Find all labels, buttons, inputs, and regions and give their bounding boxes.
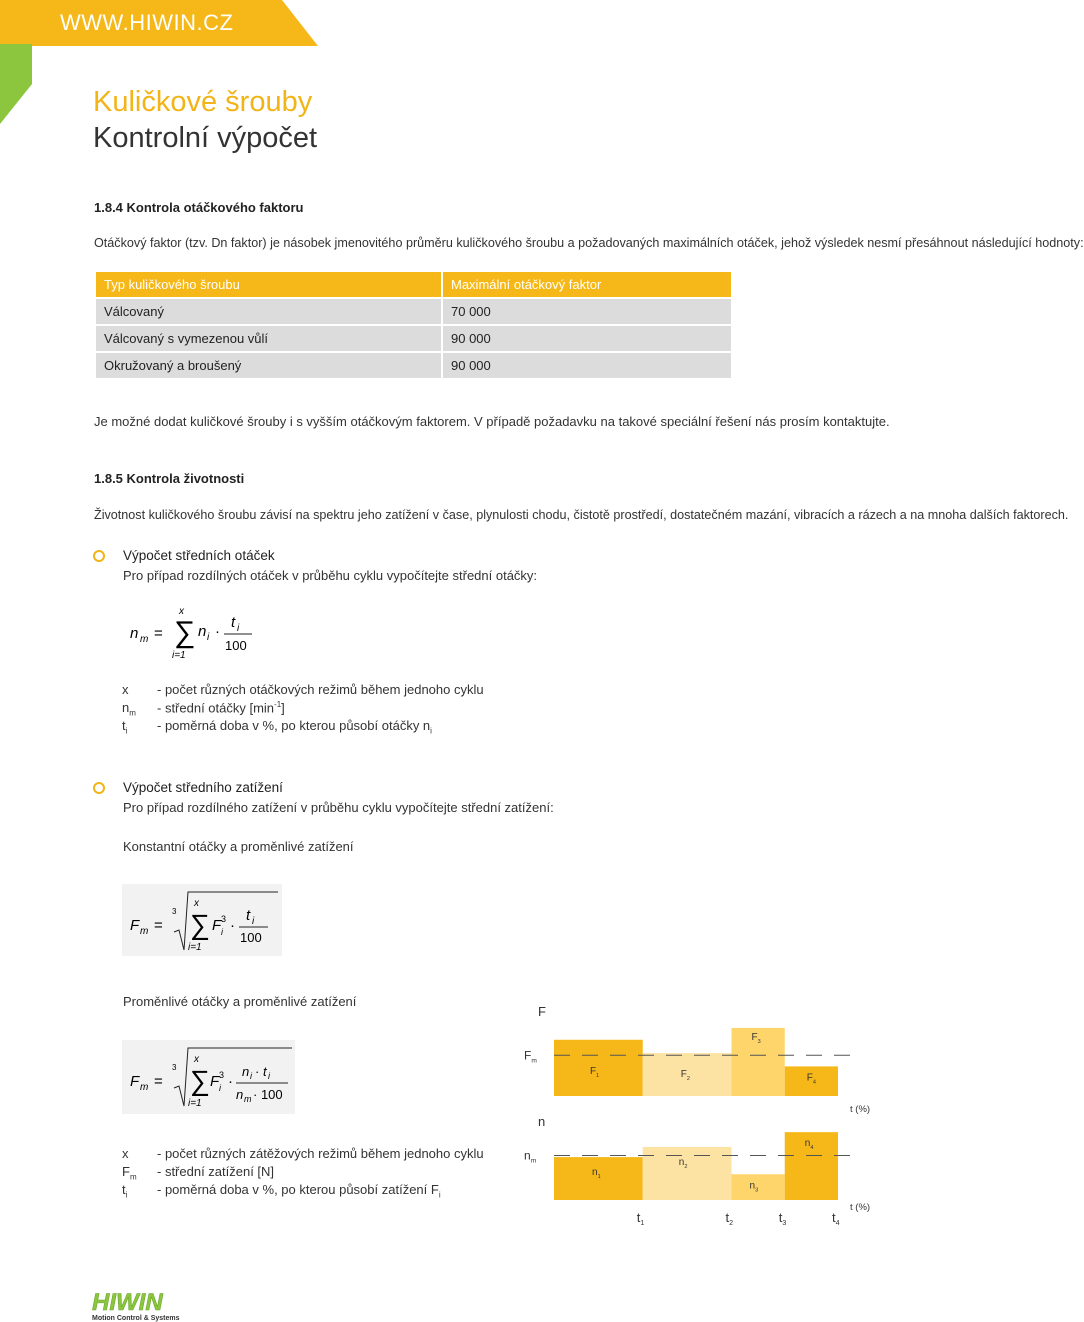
chart-y-label: n <box>538 1114 546 1129</box>
svg-text:i: i <box>237 623 240 634</box>
svg-text:F: F <box>210 1073 220 1090</box>
page-title: Kuličkové šrouby <box>93 86 313 118</box>
table-cell: 90 000 <box>443 326 731 351</box>
page-subtitle: Kontrolní výpočet <box>93 122 318 154</box>
svg-text:t: t <box>246 907 251 924</box>
section-185-heading: 1.8.5 Kontrola životnosti <box>94 471 245 486</box>
section-185-intro: Životnost kuličkového šroubu závisí na spektru jeho zatížení v čase, plynulosti chodu, čistotě prostředí, dostatečném mazání, vibracích a rázech a na mnoha dalších faktorech. <box>94 508 1069 522</box>
svg-text:n: n <box>236 1087 244 1102</box>
legend-text: - poměrná doba v %, po kterou působí zatížení $F_i$ <box>157 1182 441 1200</box>
section-184-intro: Otáčkový faktor (tzv. Dn faktor) je násobek jmenovitého průměru kuličkového šroubu a požadovaných maximálních otáček, jehož výsledek nesmí přesáhnout následující hodnoty: <box>94 236 1084 250</box>
svg-text:∑: ∑ <box>174 616 196 649</box>
svg-text:F: F <box>212 917 222 934</box>
chart-bar-label: $n_2$ <box>678 1156 688 1170</box>
load-title: Výpočet středního zatížení <box>123 780 283 795</box>
load-case2: Proměnlivé otáčky a proměnlivé zatížení <box>123 994 357 1009</box>
speed-factor-table <box>94 270 733 380</box>
legend-text: - střední zatížení [N] <box>157 1164 275 1179</box>
svg-text:100: 100 <box>240 930 262 945</box>
chart-bar-label: $F_2$ <box>680 1069 690 1083</box>
mean-load-formula-1 <box>122 884 282 956</box>
table-cell: Okružovaný a broušený <box>96 353 441 378</box>
speed-desc: Pro případ rozdílných otáček v průběhu cyklu vypočítejte střední otáčky: <box>123 568 538 583</box>
footer-brand: HIWIN <box>92 1289 163 1316</box>
svg-text:=: = <box>154 625 163 642</box>
table-header-cell: Typ kuličkového šroubu <box>96 272 441 297</box>
chart-bar-label: $F_1$ <box>590 1065 600 1079</box>
table-row <box>96 353 731 378</box>
table-header-cell: Maximální otáčkový faktor <box>443 272 731 297</box>
svg-text:n: n <box>198 623 207 640</box>
svg-text:i=1: i=1 <box>188 1098 202 1109</box>
footer-tagline: Motion Control & Systems <box>92 1315 180 1322</box>
hiwin-logo <box>92 1288 202 1322</box>
svg-text:i: i <box>219 1083 221 1093</box>
svg-text:n: n <box>130 625 139 642</box>
legend-sym-nm: $n_m$ <box>122 700 136 718</box>
svg-text:100: 100 <box>225 638 247 653</box>
svg-text:·: · <box>255 1064 260 1079</box>
speed-time-chart <box>510 1110 890 1227</box>
svg-text:m: m <box>140 926 149 937</box>
svg-text:i: i <box>207 632 210 643</box>
legend-text: - počet různých zátěžových režimů během jednoho cyklu <box>157 1146 484 1161</box>
table-cell: Válcovaný <box>96 299 441 324</box>
chart-mean-label: $n_m$ <box>524 1148 537 1165</box>
chart-t-label: $t_2$ <box>725 1210 734 1227</box>
svg-text:F: F <box>130 917 140 934</box>
svg-text:i: i <box>252 916 255 927</box>
chart-bar <box>785 1132 838 1200</box>
svg-text:i=1: i=1 <box>172 650 186 661</box>
chart-bar <box>554 1040 643 1096</box>
svg-text:i=1: i=1 <box>188 942 202 953</box>
section-184-note: Je možné dodat kuličkové šrouby i s vyšším otáčkovým faktorem. V případě požadavku na takové speciální řešení nás prosím kontaktujte. <box>94 414 890 429</box>
chart-t-label: $t_3$ <box>778 1210 787 1227</box>
chart-mean-label: $F_m$ <box>524 1048 537 1065</box>
svg-text:m: m <box>244 1094 252 1104</box>
table-cell: Válcovaný s vymezenou vůlí <box>96 326 441 351</box>
svg-text:F: F <box>130 1073 140 1090</box>
svg-text:3: 3 <box>221 914 227 924</box>
legend-sym-x: x <box>122 1146 129 1161</box>
bullet-icon <box>93 550 105 562</box>
svg-text:=: = <box>154 917 163 934</box>
svg-text:n: n <box>242 1064 250 1079</box>
table-row <box>96 299 731 324</box>
load-time-chart <box>510 1000 890 1118</box>
legend-sym-x: x <box>122 682 129 697</box>
load-case1: Konstantní otáčky a proměnlivé zatížení <box>123 839 354 854</box>
svg-text:m: m <box>140 1082 149 1093</box>
chart-bar <box>643 1147 732 1200</box>
chart-bar-label: $n_3$ <box>749 1180 759 1194</box>
load-desc: Pro případ rozdílného zatížení v průběhu cyklu vypočítejte střední zatížení: <box>123 800 554 815</box>
svg-text:3: 3 <box>172 907 177 916</box>
svg-text:i: i <box>268 1071 270 1081</box>
svg-text:i: i <box>221 927 223 937</box>
legend-sym-fm: $F_m$ <box>122 1164 137 1182</box>
svg-text:i: i <box>250 1071 252 1081</box>
header-site-link[interactable]: WWW.HIWIN.CZ <box>60 10 234 35</box>
svg-text:x: x <box>194 898 199 909</box>
legend-sym-ti: $t_i$ <box>122 718 128 736</box>
chart-t-label: $t_1$ <box>636 1210 645 1227</box>
bullet-icon <box>93 782 105 794</box>
svg-text:=: = <box>154 1073 163 1090</box>
chart-bar-label: $n_1$ <box>592 1167 601 1181</box>
svg-text:∑: ∑ <box>190 909 210 940</box>
svg-text:x: x <box>194 1054 199 1065</box>
chart-bar-label: $F_4$ <box>806 1072 816 1086</box>
svg-text:∑: ∑ <box>190 1065 210 1096</box>
legend-text: - počet různých otáčkových režimů během jednoho cyklu <box>157 682 484 697</box>
chart-bar <box>643 1053 732 1096</box>
svg-text:t: t <box>263 1064 267 1079</box>
section-184-heading: 1.8.4 Kontrola otáčkového faktoru <box>94 200 304 215</box>
svg-text:x: x <box>179 606 184 617</box>
chart-x-label: t (%) <box>850 1104 871 1115</box>
legend-text: - střední otáčky $[\min^{-1}]$ <box>157 700 285 716</box>
svg-text:3: 3 <box>219 1070 225 1080</box>
chart-y-label: F <box>538 1004 546 1019</box>
speed-title: Výpočet středních otáček <box>123 548 275 563</box>
legend-sym-ti: $t_i$ <box>122 1182 128 1200</box>
svg-text:·: · <box>230 917 235 934</box>
mean-load-formula-2 <box>122 1040 295 1114</box>
chart-bar-label: $F_3$ <box>751 1031 761 1045</box>
table-cell: 90 000 <box>443 353 731 378</box>
svg-text:t: t <box>231 614 236 631</box>
svg-text:·: · <box>215 623 220 640</box>
green-left-stripe <box>0 44 32 1322</box>
legend-text: - poměrná doba v %, po kterou působí otáčky $n_i$ <box>157 718 432 736</box>
table-cell: 70 000 <box>443 299 731 324</box>
mean-speed-formula <box>122 600 262 664</box>
chart-bar-label: $n_4$ <box>804 1138 814 1152</box>
table-header-row <box>96 272 731 297</box>
chart-t-label: $t_4$ <box>832 1210 840 1227</box>
svg-text:·: · <box>228 1073 233 1090</box>
svg-text:· 100: · 100 <box>253 1087 283 1102</box>
table-row <box>96 326 731 351</box>
svg-text:3: 3 <box>172 1063 177 1072</box>
svg-text:m: m <box>140 634 149 645</box>
chart-x-label: t (%) <box>850 1202 871 1213</box>
chart-bar <box>732 1174 785 1200</box>
